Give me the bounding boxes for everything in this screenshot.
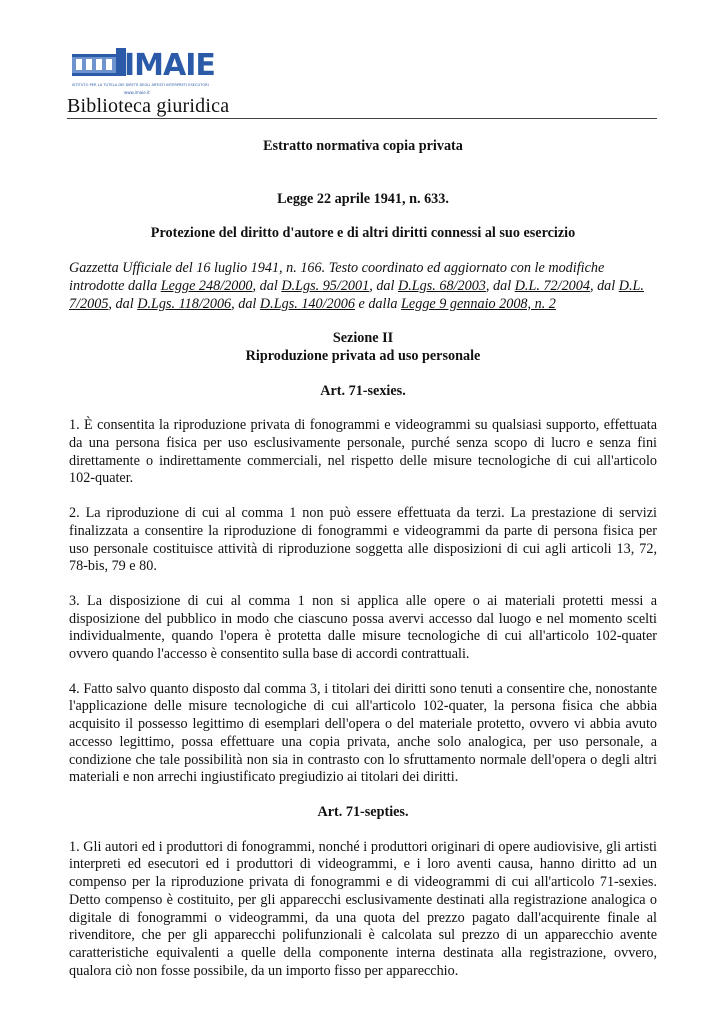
document-title: Estratto normativa copia privata — [263, 138, 463, 154]
gazette-separator: , dal — [108, 295, 138, 312]
gazette-separator: , dal — [485, 277, 515, 294]
ref-link-dl-72-2004[interactable]: D.L. 72/2004 — [514, 277, 590, 294]
gazette-prefix: Gazzetta Ufficiale del 16 luglio 1941, n. 166. Testo coordinato ed aggiornato con le modifiche introdotte dalla — [69, 260, 605, 294]
law-subtitle: Protezione del diritto d'autore e di altri diritti connessi al suo esercizio — [150, 225, 576, 242]
ref-link-legge-9-gennaio-2008[interactable]: Legge 9 gennaio 2008, n. 2 — [401, 295, 556, 312]
ref-link-dlgs-68-2003[interactable]: D.Lgs. 68/2003 — [398, 277, 486, 294]
gazette-separator: e dalla — [354, 295, 402, 312]
section-subtitle: Riproduzione privata ad uso personale — [245, 347, 481, 364]
article-paragraph: 3. La disposizione di cui al comma 1 non si applica alle opere o ai materiali protetti messi a disposizione del pubblico in modo che ciascuno possa avervi accesso dal luogo e nel momento scelti individualmente, quando l'opera è protetta dalle misure tecnologiche di cui all'articolo 102-quater ovvero quando l'accesso è consentito sulla base di accordi contrattuali. — [69, 592, 657, 663]
library-title: Biblioteca giuridica — [67, 95, 230, 117]
header-divider — [67, 118, 657, 119]
gazette-separator: , dal — [252, 277, 282, 294]
article-paragraph: 2. La riproduzione di cui al comma 1 non può essere effettuata da terzi. La prestazione di servizi finalizzata a consentire la riproduzione di fonogrammi e videogrammi da parte di persona fisica per uso personale costituisce attività di riproduzione soggetta alle disposizioni di cui agli articoli 13, 72, 78-bis, 79 e 80. — [69, 505, 657, 575]
article-heading: Art. 71-sexies. — [320, 382, 406, 399]
article-heading: Art. 71-septies. — [317, 803, 409, 820]
document-body — [69, 138, 657, 980]
ref-link-dl-7-2005[interactable]: D.L. 7/2005 — [69, 277, 644, 312]
gazette-separator: , dal — [589, 277, 619, 294]
logo-url: www.imaie.it — [124, 90, 150, 95]
ref-link-dlgs-118-2006[interactable]: D.Lgs. 118/2006 — [137, 295, 232, 312]
ref-link-dlgs-95-2001[interactable]: D.Lgs. 95/2001 — [281, 277, 370, 294]
article-paragraph: 1. È consentita la riproduzione privata di fonogrammi e videogrammi su qualsiasi supporto, effettuata da una persona fisica per uso esclusivamente personale, purché senza scopo di lucro e senza fini direttamente o indirettamente commerciali, nel rispetto delle misure tecnologiche di cui all'articolo 102-quater. — [69, 417, 657, 487]
ref-link-legge-248-2000[interactable]: Legge 248/2000 — [160, 277, 253, 294]
imaie-logo — [72, 44, 228, 100]
gazette-separator: , dal — [369, 277, 398, 294]
law-title: Legge 22 aprile 1941, n. 633. — [277, 190, 449, 207]
gazette-separator: , dal — [231, 295, 260, 312]
logo-tagline: ISTITUTO PER LA TUTELA DEI DIRITTI DEGLI ARTISTI INTERPRETI ESECUTORI — [72, 83, 209, 87]
article-paragraph: 4. Fatto salvo quanto disposto dal comma 3, i titolari dei diritti sono tenuti a consentire che, nonostante l'applicazione delle misure tecnologiche di cui all'articolo 102-quater, la persona fisica che abbia acquisito il possesso legittimo di esemplari dell'opera o del materiale protetto, ovvero vi abbia avuto accesso legittimo, possa effettuare una copia privata, anche solo analogica, per uso personale, a condizione che tale possibilità non sia in contrasto con lo sfruttamento normale dell'opera o degli altri materiali e non arrechi ingiustificato pregiudizio ai titolari dei diritti. — [69, 680, 657, 786]
logo-wordmark: IMAIE — [124, 48, 215, 83]
article-paragraph: 1. Gli autori ed i produttori di fonogrammi, nonché i produttori originari di opere audiovisive, gli artisti interpreti ed esecutori ed i produttori di videogrammi, e i loro aventi causa, hanno diritto ad un compenso per la riproduzione privata di fonogrammi e di videogrammi di cui all'articolo 71-sexies. Detto compenso è costituito, per gli apparecchi esclusivamente destinati alla registrazione analogica o digitale di fonogrammi o videogrammi, da una quota del prezzo pagato dall'acquirente finale al rivenditore, che per gli apparecchi polifunzionali è calcolata sul prezzo di un apparecchio avente caratteristiche equivalenti a quelle della componente interna destinata alla registrazione, ovvero, qualora ciò non fosse possibile, da un importo fisso per apparecchio. — [69, 838, 657, 979]
ref-link-dlgs-140-2006[interactable]: D.Lgs. 140/2006 — [259, 295, 355, 312]
gazette-note — [69, 260, 657, 313]
section-title: Sezione II — [332, 330, 394, 347]
